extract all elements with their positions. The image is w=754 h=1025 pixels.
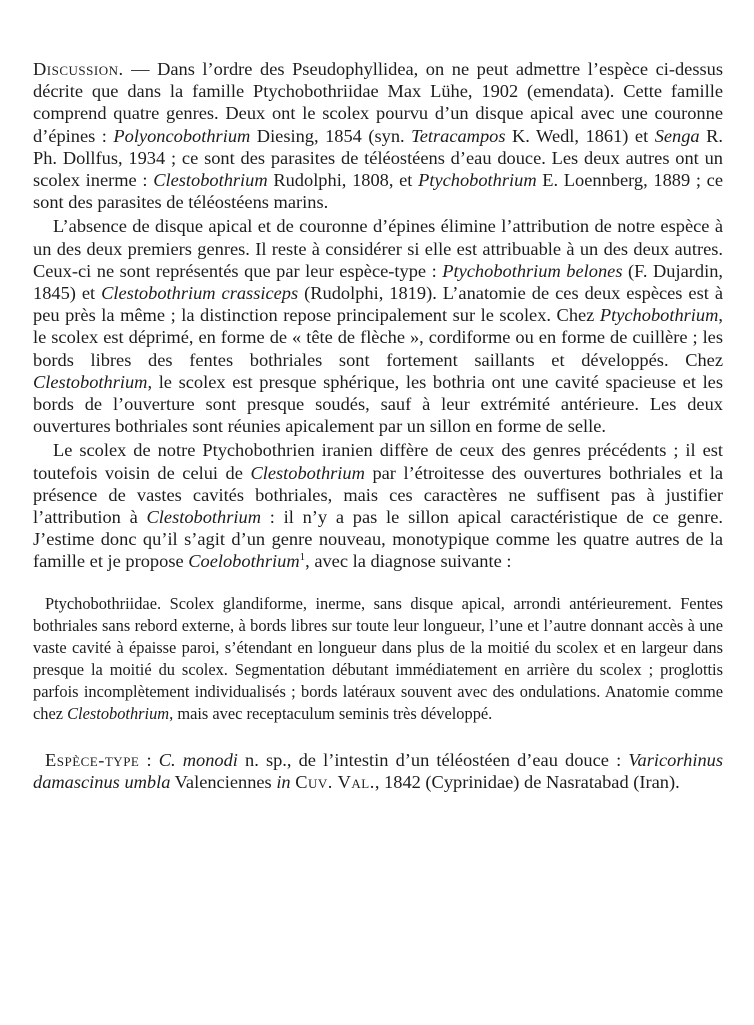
author-citation: Cuv. Val. <box>295 772 375 793</box>
text-run: — Dans l’ordre des Pseudophyllidea, on ne peut admettre l’espèce ci-dessus décrite que dans la famille Ptychobothriidae Max Lühe, 1902 (emendata). Cette famille comprend quatre genres. Deux ont le scolex pourvu d’un disque apical avec une couronne d’épines : <box>33 59 723 146</box>
genus-name: Clestobothrium <box>250 462 365 483</box>
text-run: Rudolphi, 1808, et <box>267 170 419 191</box>
genus-name: Polyoncobothrium <box>113 125 251 146</box>
page <box>33 58 723 794</box>
host-species-name: Varicorhinus damascinus umbla <box>33 750 724 793</box>
type-species-label: Espèce-type <box>45 750 140 771</box>
species-name: C. monodi <box>158 750 238 771</box>
paragraph-3 <box>33 439 723 572</box>
text-run: E. Loennberg, 1889 ; ce sont des parasites de téléostéens marins. <box>33 170 723 213</box>
text-run: , 1842 (Cyprinidae) de Nasratabad (Iran). <box>374 772 680 793</box>
species-name: Ptychobothrium belones <box>442 260 623 281</box>
text-run: (Rudolphi, 1819). L’anatomie de ces deux espèces est à peu près la même ; la distinction repose principalement sur le scolex. Chez <box>33 283 723 326</box>
text-run: , le scolex est déprimé, en forme de « tête de flèche », cordiforme ou en forme de cuillère ; les bords libres des fentes bothriales sont fortement saillants et développés. Chez <box>33 305 723 370</box>
genus-name: Clestobothrium <box>67 704 170 724</box>
text-run: Diesing, 1854 (syn. <box>250 125 412 146</box>
text-run: : il n’y a pas le sillon apical caractéristique de ce genre. J’estime donc qu’il s’agit d’un genre nouveau, monotypique comme les quatre autres de la famille et je propose <box>33 507 723 572</box>
paragraph-2 <box>33 215 723 437</box>
genus-name: Clestobothrium <box>153 170 268 191</box>
text-run: K. Wedl, 1861) et <box>505 125 655 146</box>
text-run: Valenciennes <box>170 772 277 793</box>
text-run: (F. Dujardin, 1845) et <box>33 260 723 304</box>
discussion-heading: Discussion. <box>33 59 124 79</box>
species-name: Clestobothrium crassiceps <box>101 283 299 304</box>
diagnosis-paragraph <box>33 593 723 726</box>
text-run: par l’étroitesse des ouvertures bothriales et la présence de vastes cavités bothriales, mais ces caractères ne suffisent pas à justifier l’attribution à <box>33 462 724 528</box>
genus-name: Clestobothrium <box>33 371 148 392</box>
genus-name: Senga <box>654 125 700 146</box>
diagnosis-block <box>33 593 723 726</box>
genus-name: Coelobothrium <box>188 551 300 572</box>
text-run: Le scolex de notre Ptychobothrien iranien diffère de ceux des genres précédents ; il est toutefois voisin de celui de <box>33 440 723 483</box>
discussion-paragraph <box>33 58 723 213</box>
text-run: in <box>276 772 291 793</box>
text-run: n. sp., de l’intestin d’un téléostéen d’eau douce : <box>237 750 629 771</box>
text-run: L’absence de disque apical et de couronne d’épines élimine l’attribution de notre espèce à un des deux premiers genres. Il reste à considérer si elle est attribuable à un des deux autres. Ceux-ci ne sont représentés que par leur espèce-type : <box>33 216 723 281</box>
text-run: , avec la diagnose suivante : <box>305 551 512 572</box>
genus-name: Clestobothrium <box>146 507 261 528</box>
text-run: R. Ph. Dollfus, 1934 ; ce sont des parasites de téléostéens d’eau douce. Les deux autres ont un scolex inerme : <box>33 125 724 191</box>
main-text <box>33 58 723 573</box>
text-run: Ptychobothriidae. Scolex glandiforme, inerme, sans disque apical, arrondi antérieurement. Fentes bothriales sans rebord externe, à bords libres sur toute leur longueur, l’une et l’autre donnant accès à une vaste cavité à épaisse paroi, s’étendant en longueur dans plus de la moitié du scolex et en largeur dans presque la moitié du scolex. Segmentation débutant immédiatement en arrière du scolex ; proglottis parfois incomplètement individualisés ; bords latéraux souvent avec des ondulations. Anatomie comme chez <box>33 593 723 724</box>
genus-name: Tetracampos <box>411 125 506 146</box>
text-run: , mais avec receptaculum seminis très développé. <box>169 704 493 724</box>
type-species-block <box>33 749 723 793</box>
text-run: , le scolex est presque sphérique, les bothria ont une cavité spacieuse et les bords de l’ouverture sont presque soudés, sauf à leur extrémité antérieure. Les deux ouvertures bothriales sont réunies apicalement par un sillon en forme de selle. <box>33 371 723 437</box>
text-run: : <box>139 750 159 771</box>
genus-name: Ptychobothrium <box>418 170 537 191</box>
genus-name: Ptychobothrium <box>599 305 719 326</box>
footnote-marker[interactable]: 1 <box>299 551 306 564</box>
type-species-paragraph <box>33 749 723 793</box>
